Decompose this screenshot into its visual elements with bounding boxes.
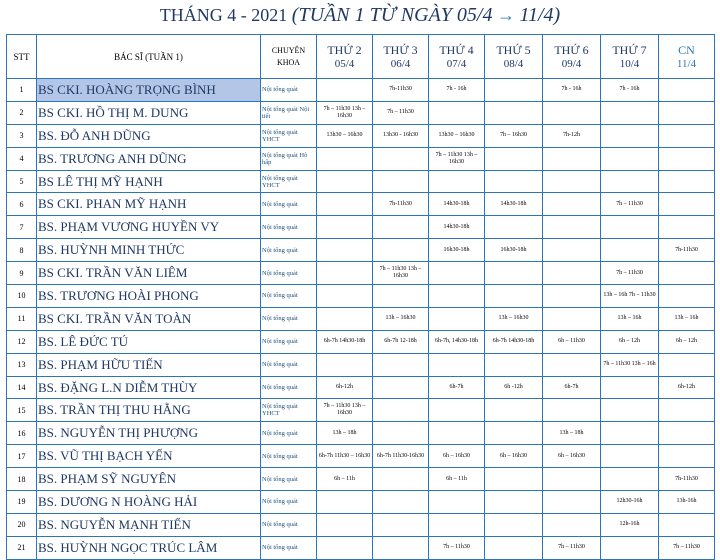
schedule-cell bbox=[373, 239, 429, 262]
department: Nội tổng quát bbox=[261, 216, 317, 239]
schedule-cell bbox=[317, 353, 373, 376]
table-row bbox=[7, 262, 715, 285]
schedule-cell bbox=[485, 491, 543, 514]
schedule-cell bbox=[659, 101, 715, 124]
day-date: 11/4 bbox=[676, 57, 697, 70]
schedule-cell: 14h30-18h bbox=[485, 193, 543, 216]
schedule-cell bbox=[601, 170, 659, 193]
schedule-cell: 6h – 11h bbox=[429, 468, 485, 491]
schedule-cell: 13h – 16h30 bbox=[373, 307, 429, 330]
department: Nội tổng quát YHCT bbox=[261, 170, 317, 193]
doctor-name: BS. HUỲNH NGỌC TRÚC LÂM bbox=[37, 536, 261, 559]
schedule-cell bbox=[373, 422, 429, 445]
header-stt: STT bbox=[7, 35, 37, 79]
row-stt: 1 bbox=[7, 79, 37, 102]
schedule-cell bbox=[659, 513, 715, 536]
department: Nội tổng quát bbox=[261, 307, 317, 330]
table-row bbox=[7, 193, 715, 216]
doctor-name: BS CKI. HỒ THỊ M. DUNG bbox=[37, 101, 261, 124]
schedule-cell bbox=[485, 147, 543, 170]
schedule-cell bbox=[373, 491, 429, 514]
schedule-cell: 7h – 11h30 13h – 16h30 bbox=[317, 399, 373, 422]
schedule-cell bbox=[429, 422, 485, 445]
day-name: CN bbox=[678, 42, 695, 57]
header-day-wed bbox=[429, 35, 485, 79]
schedule-cell: 6h-7h 11h30 – 16h30 bbox=[317, 445, 373, 468]
schedule-cell: 13h – 16h bbox=[659, 307, 715, 330]
department: Nội tổng quát bbox=[261, 468, 317, 491]
doctor-name: BS. PHẠM SỸ NGUYÊN bbox=[37, 468, 261, 491]
schedule-cell bbox=[601, 239, 659, 262]
department: Nội tổng quát bbox=[261, 445, 317, 468]
row-stt: 6 bbox=[7, 193, 37, 216]
schedule-cell bbox=[429, 399, 485, 422]
schedule-cell bbox=[659, 399, 715, 422]
schedule-cell bbox=[485, 285, 543, 308]
day-name: THỨ 4 bbox=[439, 42, 474, 57]
schedule-cell: 7h-11h30 bbox=[373, 193, 429, 216]
schedule-cell: 13h – 18h bbox=[317, 422, 373, 445]
schedule-cell bbox=[373, 353, 429, 376]
table-row bbox=[7, 330, 715, 353]
schedule-cell bbox=[659, 285, 715, 308]
schedule-cell: 7h – 16h30 bbox=[485, 124, 543, 147]
schedule-cell bbox=[601, 399, 659, 422]
schedule-cell: 7h - 16h bbox=[543, 79, 601, 102]
doctor-name: BS. ĐỖ ANH DŨNG bbox=[37, 124, 261, 147]
schedule-cell: 16h30-18h bbox=[485, 239, 543, 262]
doctor-name: BS CKI. TRẦN VĂN TOÀN bbox=[37, 307, 261, 330]
schedule-cell: 14h30-18h bbox=[429, 216, 485, 239]
header-day-sat bbox=[601, 35, 659, 79]
schedule-cell bbox=[485, 468, 543, 491]
schedule-cell: 7h – 11h30 13h – 16h30 bbox=[317, 101, 373, 124]
schedule-cell: 6h-7h 11h30-16h30 bbox=[373, 445, 429, 468]
schedule-cell bbox=[373, 468, 429, 491]
schedule-cell: 7h-11h30 bbox=[373, 79, 429, 102]
schedule-table bbox=[6, 34, 715, 560]
schedule-cell: 6h – 11h bbox=[317, 468, 373, 491]
schedule-cell bbox=[485, 79, 543, 102]
schedule-cell: 13h30 - 16h30 bbox=[373, 124, 429, 147]
department: Nội tổng quát bbox=[261, 285, 317, 308]
doctor-name: BS. TRƯƠNG ANH DŨNG bbox=[37, 147, 261, 170]
schedule-cell: 7h – 11h30 bbox=[429, 536, 485, 559]
department: Nội tổng quát bbox=[261, 353, 317, 376]
header-row bbox=[7, 35, 715, 79]
day-name: THỨ 7 bbox=[612, 42, 647, 57]
schedule-cell bbox=[317, 216, 373, 239]
schedule-cell bbox=[429, 513, 485, 536]
row-stt: 7 bbox=[7, 216, 37, 239]
schedule-cell bbox=[373, 216, 429, 239]
schedule-cell: 7h – 11h30 13h – 16h30 bbox=[429, 147, 485, 170]
row-stt: 5 bbox=[7, 170, 37, 193]
schedule-cell: 7h – 11h30 13h – 16h30 bbox=[373, 262, 429, 285]
table-row bbox=[7, 170, 715, 193]
schedule-cell bbox=[317, 285, 373, 308]
schedule-cell bbox=[429, 285, 485, 308]
schedule-cell bbox=[543, 147, 601, 170]
header-day-tue bbox=[373, 35, 429, 79]
schedule-cell: 7h-11h30 bbox=[659, 468, 715, 491]
schedule-cell bbox=[317, 262, 373, 285]
department: Nội tổng quát Nội tiết bbox=[261, 101, 317, 124]
schedule-cell: 13h – 18h bbox=[543, 422, 601, 445]
doctor-name: BS. NGUYỄN THỊ PHƯỢNG bbox=[37, 422, 261, 445]
schedule-cell bbox=[659, 422, 715, 445]
arrow-right-icon: → bbox=[496, 5, 515, 25]
schedule-cell: 6h – 16h30 bbox=[429, 445, 485, 468]
department: Nội tổng quát Hô hấp bbox=[261, 147, 317, 170]
schedule-cell: 13h30 – 16h30 bbox=[429, 124, 485, 147]
schedule-cell bbox=[659, 216, 715, 239]
schedule-cell bbox=[601, 101, 659, 124]
schedule-cell bbox=[543, 468, 601, 491]
schedule-cell bbox=[485, 399, 543, 422]
table-row bbox=[7, 513, 715, 536]
schedule-cell bbox=[373, 376, 429, 399]
schedule-cell bbox=[543, 262, 601, 285]
table-row bbox=[7, 399, 715, 422]
department: Nội tổng quát bbox=[261, 422, 317, 445]
schedule-cell bbox=[485, 353, 543, 376]
row-stt: 16 bbox=[7, 422, 37, 445]
schedule-cell bbox=[373, 285, 429, 308]
schedule-cell bbox=[317, 491, 373, 514]
schedule-cell bbox=[429, 491, 485, 514]
schedule-cell: 6h – 11h30 bbox=[543, 330, 601, 353]
doctor-name: BS LÊ THỊ MỸ HẠNH bbox=[37, 170, 261, 193]
schedule-cell: 12h30-16h bbox=[601, 491, 659, 514]
schedule-cell bbox=[543, 170, 601, 193]
header-dept-line1: CHUYÊN bbox=[271, 45, 306, 55]
doctor-name: BS. VŨ THỊ BẠCH YẾN bbox=[37, 445, 261, 468]
day-date: 05/4 bbox=[334, 57, 355, 70]
doctor-name: BS. TRẦN THỊ THU HẰNG bbox=[37, 399, 261, 422]
schedule-cell bbox=[543, 399, 601, 422]
header-day-sun bbox=[659, 35, 715, 79]
row-stt: 15 bbox=[7, 399, 37, 422]
department: Nội tổng quát bbox=[261, 79, 317, 102]
title-month: THÁNG 4 - 2021 bbox=[159, 5, 288, 25]
table-row bbox=[7, 101, 715, 124]
row-stt: 21 bbox=[7, 536, 37, 559]
day-date: 09/4 bbox=[561, 57, 582, 70]
table-row bbox=[7, 376, 715, 399]
schedule-cell bbox=[543, 307, 601, 330]
schedule-cell: 6h – 12h bbox=[601, 330, 659, 353]
schedule-cell bbox=[659, 147, 715, 170]
table-row bbox=[7, 79, 715, 102]
row-stt: 9 bbox=[7, 262, 37, 285]
schedule-cell bbox=[659, 79, 715, 102]
schedule-cell bbox=[317, 513, 373, 536]
department: Nội tổng quát bbox=[261, 536, 317, 559]
schedule-cell: 6h-7h 12-18h bbox=[373, 330, 429, 353]
department: Nội tổng quát bbox=[261, 262, 317, 285]
header-day-thu bbox=[485, 35, 543, 79]
schedule-cell bbox=[317, 79, 373, 102]
schedule-cell: 7h – 11h30 13h – 16h bbox=[601, 353, 659, 376]
table-row bbox=[7, 353, 715, 376]
schedule-cell bbox=[601, 376, 659, 399]
header-day-mon bbox=[317, 35, 373, 79]
schedule-cell: 13h – 16h30 bbox=[485, 307, 543, 330]
row-stt: 20 bbox=[7, 513, 37, 536]
doctor-name: BS. NGUYỄN MẠNH TIẾN bbox=[37, 513, 261, 536]
schedule-cell bbox=[485, 101, 543, 124]
row-stt: 2 bbox=[7, 101, 37, 124]
schedule-cell: 6h – 16h30 bbox=[485, 445, 543, 468]
department: Nội tổng quát bbox=[261, 491, 317, 514]
schedule-cell bbox=[601, 468, 659, 491]
schedule-cell: 6h-12h bbox=[317, 376, 373, 399]
page-title bbox=[0, 4, 720, 27]
schedule-cell bbox=[429, 170, 485, 193]
schedule-cell bbox=[601, 422, 659, 445]
schedule-cell bbox=[543, 285, 601, 308]
table-row bbox=[7, 445, 715, 468]
doctor-name: BS CKI. PHAN MỸ HẠNH bbox=[37, 193, 261, 216]
doctor-name: BS. LÊ ĐỨC TÚ bbox=[37, 330, 261, 353]
schedule-cell: 13h-16h bbox=[659, 491, 715, 514]
day-date: 07/4 bbox=[446, 57, 467, 70]
doctor-name: BS. ĐẶNG L.N DIỄM THÙY bbox=[37, 376, 261, 399]
title-week: (TUẦN 1 TỪ NGÀY 05/4 bbox=[291, 4, 493, 26]
schedule-cell: 6h-12h bbox=[659, 376, 715, 399]
schedule-cell: 6h-7h, 14h30-18h bbox=[429, 330, 485, 353]
schedule-cell: 6h-7h 14h30-18h bbox=[485, 330, 543, 353]
schedule-cell bbox=[543, 239, 601, 262]
schedule-cell bbox=[601, 445, 659, 468]
schedule-cell bbox=[601, 147, 659, 170]
department: Nội tổng quát YHCT bbox=[261, 399, 317, 422]
schedule-cell: 6h – 16h30 bbox=[543, 445, 601, 468]
day-name: THỨ 3 bbox=[383, 42, 418, 57]
schedule-cell bbox=[543, 353, 601, 376]
day-date: 08/4 bbox=[503, 57, 524, 70]
schedule-cell bbox=[373, 399, 429, 422]
schedule-cell bbox=[485, 262, 543, 285]
row-stt: 4 bbox=[7, 147, 37, 170]
schedule-cell: 7h – 11h30 bbox=[659, 536, 715, 559]
schedule-cell: 6h – 12h bbox=[659, 330, 715, 353]
schedule-cell bbox=[485, 216, 543, 239]
schedule-cell bbox=[485, 422, 543, 445]
schedule-cell bbox=[543, 193, 601, 216]
schedule-cell bbox=[659, 445, 715, 468]
schedule-cell: 7h - 16h bbox=[429, 79, 485, 102]
department: Nội tổng quát bbox=[261, 513, 317, 536]
schedule-cell: 7h – 11h30 bbox=[373, 101, 429, 124]
doctor-name: BS. HUỲNH MINH THỨC bbox=[37, 239, 261, 262]
schedule-cell bbox=[601, 216, 659, 239]
department: Nội tổng quát bbox=[261, 330, 317, 353]
table-row bbox=[7, 285, 715, 308]
row-stt: 17 bbox=[7, 445, 37, 468]
schedule-cell: 7h – 11h30 bbox=[543, 536, 601, 559]
row-stt: 18 bbox=[7, 468, 37, 491]
schedule-cell bbox=[543, 491, 601, 514]
table-row bbox=[7, 422, 715, 445]
table-row bbox=[7, 124, 715, 147]
schedule-cell bbox=[317, 307, 373, 330]
schedule-cell bbox=[429, 262, 485, 285]
table-row bbox=[7, 491, 715, 514]
row-stt: 10 bbox=[7, 285, 37, 308]
schedule-cell bbox=[317, 147, 373, 170]
row-stt: 12 bbox=[7, 330, 37, 353]
schedule-cell bbox=[659, 193, 715, 216]
schedule-cell bbox=[659, 170, 715, 193]
doctor-name: BS. PHẠM HỮU TIẾN bbox=[37, 353, 261, 376]
schedule-cell bbox=[429, 353, 485, 376]
schedule-cell: 13h30 – 16h30 bbox=[317, 124, 373, 147]
header-day-fri bbox=[543, 35, 601, 79]
schedule-cell: 7h - 16h bbox=[601, 79, 659, 102]
schedule-cell bbox=[317, 239, 373, 262]
day-name: THỨ 2 bbox=[327, 42, 362, 57]
doctor-name: BS CKI. HOÀNG TRỌNG BÌNH bbox=[37, 79, 261, 102]
title-week-end: 11/4) bbox=[519, 4, 561, 26]
schedule-cell bbox=[373, 513, 429, 536]
row-stt: 13 bbox=[7, 353, 37, 376]
table-row bbox=[7, 147, 715, 170]
table-row bbox=[7, 216, 715, 239]
doctor-name: BS. PHẠM VƯƠNG HUYỀN VY bbox=[37, 216, 261, 239]
row-stt: 14 bbox=[7, 376, 37, 399]
row-stt: 8 bbox=[7, 239, 37, 262]
schedule-cell bbox=[543, 216, 601, 239]
doctor-name: BS. DƯƠNG N HOÀNG HẢI bbox=[37, 491, 261, 514]
schedule-cell: 6h-7h bbox=[543, 376, 601, 399]
schedule-cell: 6h-7h 14h30-18h bbox=[317, 330, 373, 353]
table-row bbox=[7, 468, 715, 491]
schedule-cell: 7h – 11h30 bbox=[601, 193, 659, 216]
department: Nội tổng quát bbox=[261, 193, 317, 216]
header-dept-line2: KHOA bbox=[276, 57, 301, 67]
doctor-name: BS. TRƯƠNG HOÀI PHONG bbox=[37, 285, 261, 308]
schedule-cell: 13h – 16h bbox=[601, 307, 659, 330]
day-name: THỨ 5 bbox=[496, 42, 531, 57]
schedule-cell: 7h-11h30 bbox=[659, 239, 715, 262]
row-stt: 19 bbox=[7, 491, 37, 514]
schedule-cell bbox=[659, 124, 715, 147]
schedule-cell bbox=[429, 101, 485, 124]
schedule-cell bbox=[429, 307, 485, 330]
schedule-cell: 14h30-18h bbox=[429, 193, 485, 216]
department: Nội tổng quát bbox=[261, 376, 317, 399]
schedule-cell bbox=[485, 513, 543, 536]
table-row bbox=[7, 239, 715, 262]
schedule-cell bbox=[373, 170, 429, 193]
schedule-cell: 6h -12h bbox=[485, 376, 543, 399]
header-dept bbox=[261, 35, 317, 79]
day-name: THỨ 6 bbox=[554, 42, 589, 57]
schedule-cell bbox=[543, 101, 601, 124]
row-stt: 3 bbox=[7, 124, 37, 147]
row-stt: 11 bbox=[7, 307, 37, 330]
schedule-cell bbox=[373, 147, 429, 170]
schedule-cell bbox=[659, 353, 715, 376]
schedule-cell bbox=[601, 124, 659, 147]
schedule-cell bbox=[485, 170, 543, 193]
schedule-cell bbox=[317, 193, 373, 216]
day-date: 06/4 bbox=[390, 57, 411, 70]
schedule-cell bbox=[543, 513, 601, 536]
header-doctor: BÁC SĨ (TUẦN 1) bbox=[37, 35, 261, 79]
schedule-cell: 13h – 16h 7h – 11h30 bbox=[601, 285, 659, 308]
schedule-cell: 12h-16h bbox=[601, 513, 659, 536]
day-date: 10/4 bbox=[619, 57, 640, 70]
table-row bbox=[7, 307, 715, 330]
doctor-name: BS CKI. TRẦN VĂN LIÊM bbox=[37, 262, 261, 285]
schedule-cell bbox=[317, 170, 373, 193]
schedule-cell: 6h-7h bbox=[429, 376, 485, 399]
department: Nội tổng quát bbox=[261, 239, 317, 262]
schedule-cell: 16h30-18h bbox=[429, 239, 485, 262]
department: Nội tổng quát YHCT bbox=[261, 124, 317, 147]
schedule-cell: 7h-12h bbox=[543, 124, 601, 147]
schedule-cell bbox=[659, 262, 715, 285]
schedule-cell: 7h – 11h30 bbox=[601, 262, 659, 285]
